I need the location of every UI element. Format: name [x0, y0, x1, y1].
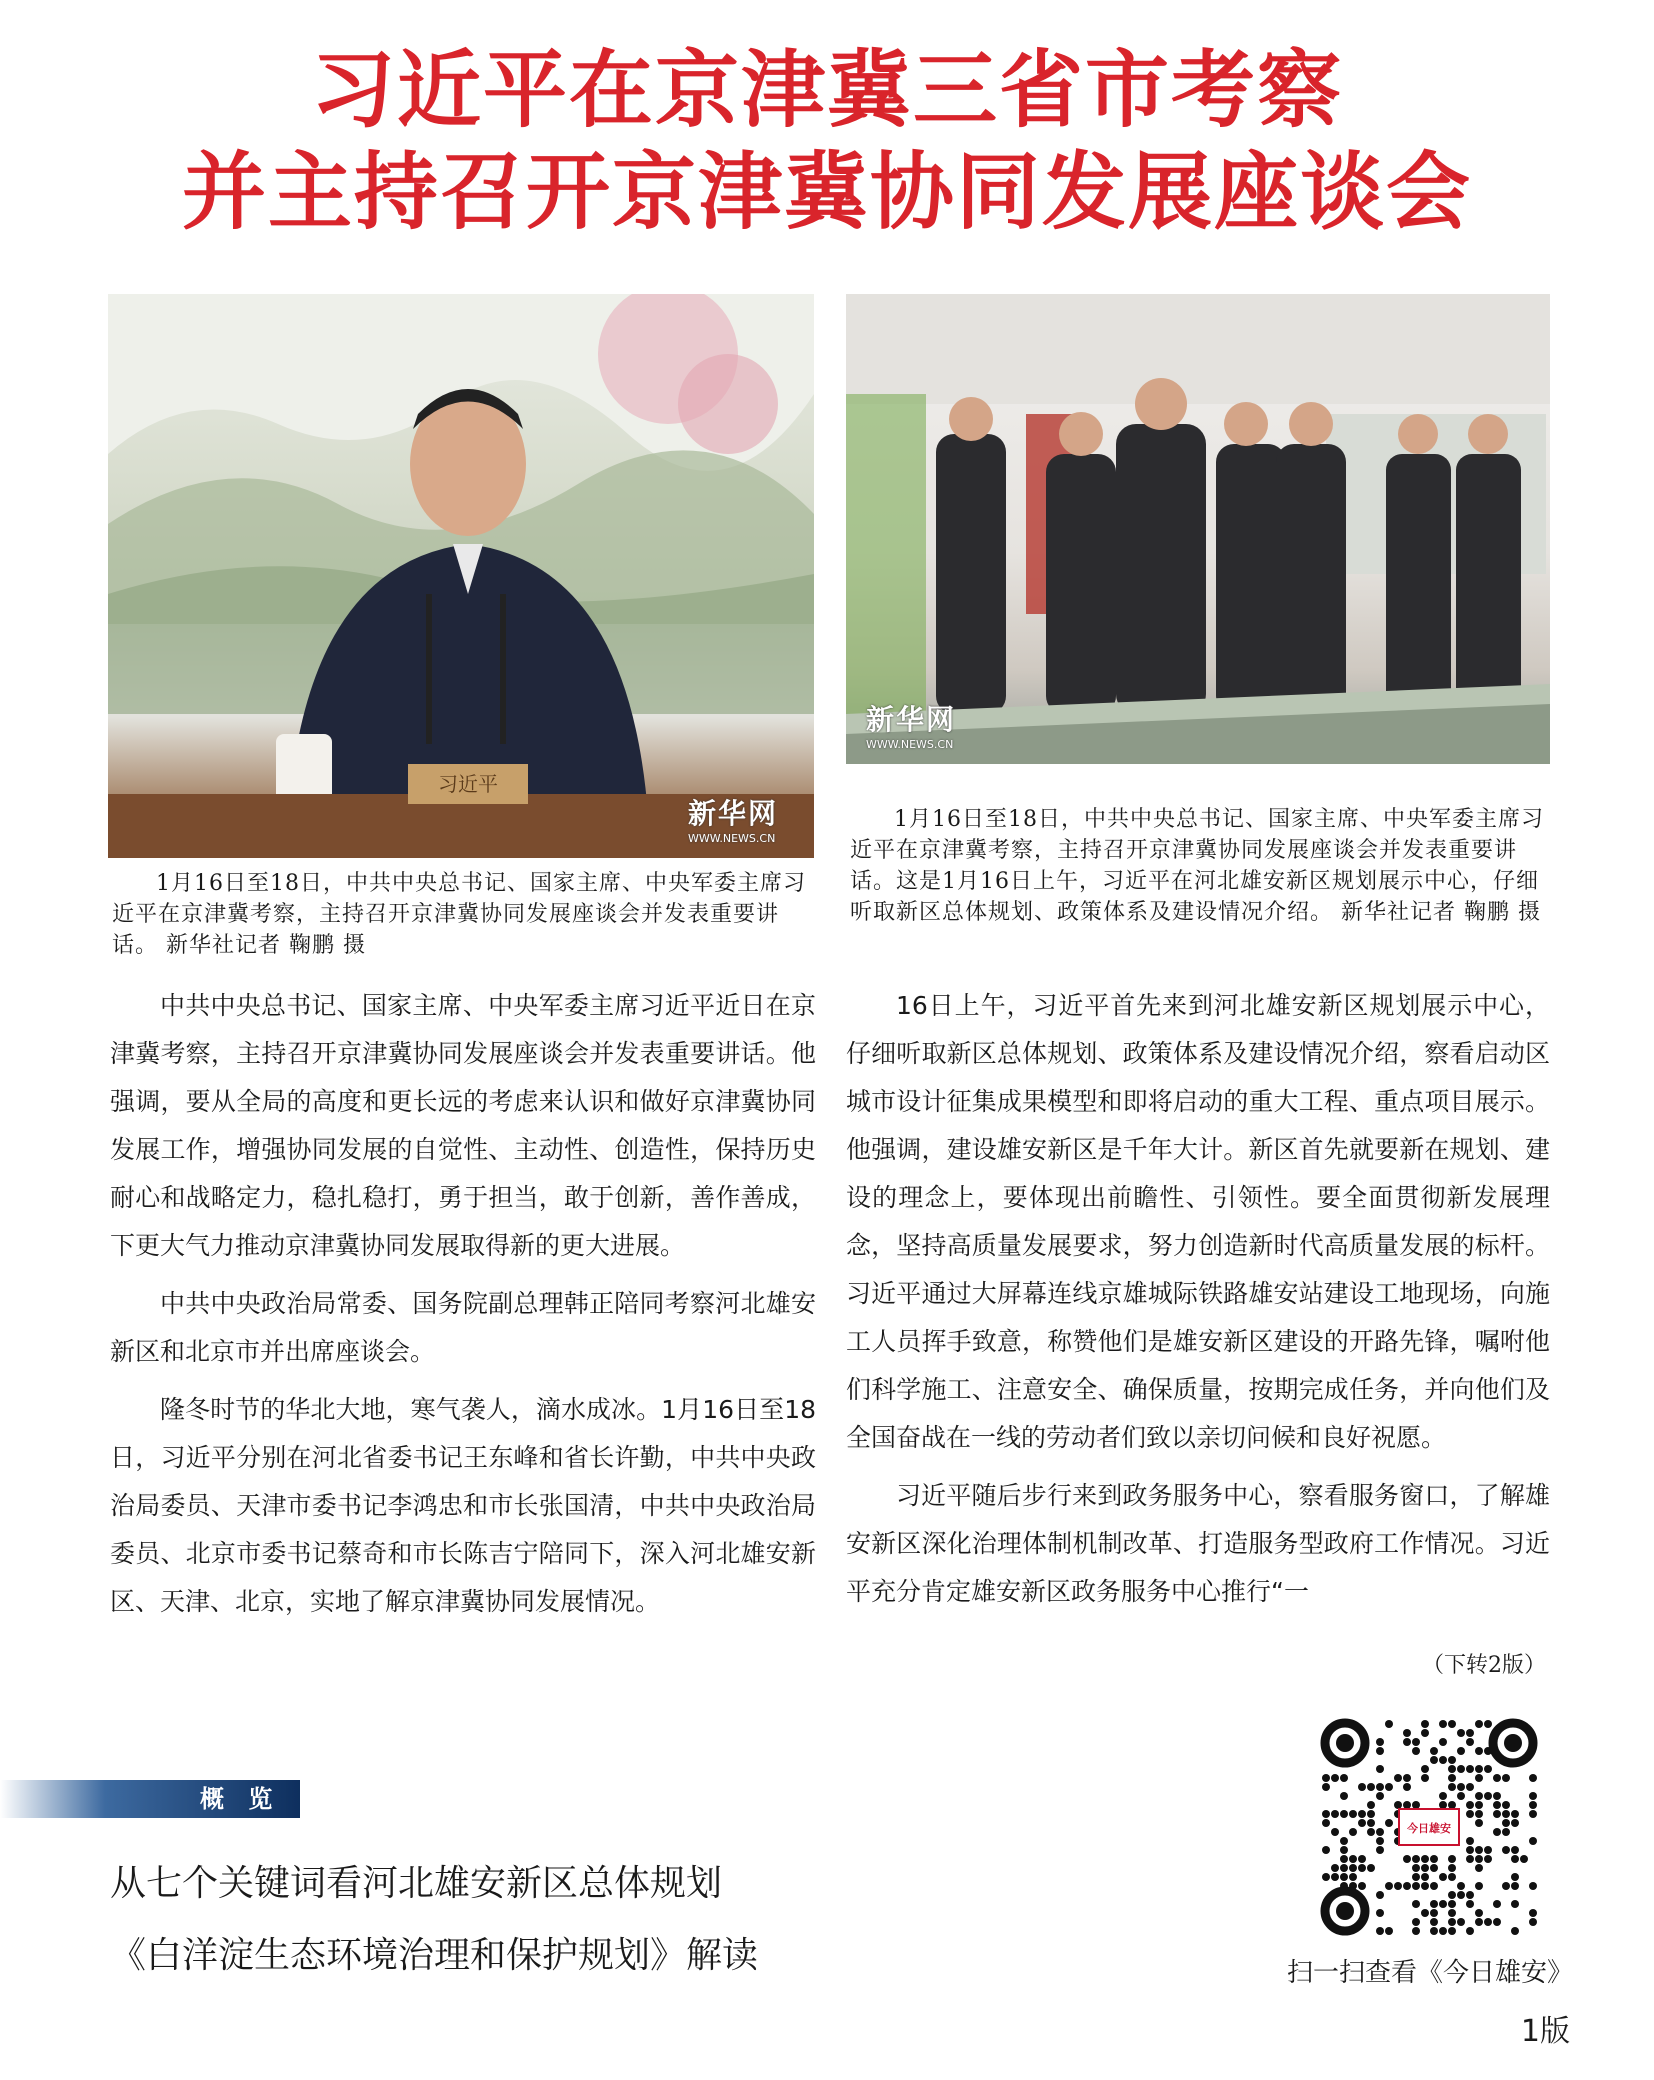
- qr-module: [1484, 1846, 1492, 1854]
- qr-module: [1331, 1774, 1339, 1782]
- qr-module: [1376, 1738, 1384, 1746]
- overview-item-baiyangdian[interactable]: 《白洋淀生态环境治理和保护规划》解读: [110, 1935, 759, 1976]
- qr-module: [1340, 1837, 1348, 1845]
- qr-module: [1466, 1738, 1474, 1746]
- qr-module: [1466, 1837, 1474, 1845]
- qr-module: [1529, 1837, 1537, 1845]
- qr-module: [1430, 1900, 1438, 1908]
- qr-module: [1502, 1828, 1510, 1836]
- qr-module: [1484, 1765, 1492, 1773]
- qr-module: [1403, 1774, 1411, 1782]
- continued-on-page-2: （下转2版）: [1422, 1653, 1546, 1678]
- qr-module: [1529, 1882, 1537, 1890]
- qr-module: [1466, 1783, 1474, 1791]
- page-number: 1版: [1520, 2014, 1570, 2049]
- qr-module: [1493, 1774, 1501, 1782]
- qr-module: [1394, 1882, 1402, 1890]
- qr-module: [1457, 1891, 1465, 1899]
- qr-module: [1412, 1747, 1420, 1755]
- qr-module: [1421, 1882, 1429, 1890]
- qr-module: [1421, 1765, 1429, 1773]
- qr-module: [1439, 1900, 1447, 1908]
- qr-module: [1520, 1855, 1528, 1863]
- qr-module: [1448, 1855, 1456, 1863]
- qr-module: [1475, 1810, 1483, 1818]
- qr-module: [1322, 1873, 1330, 1881]
- qr-module: [1412, 1855, 1420, 1863]
- article-paragraph: 中共中央政治局常委、国务院副总理韩正陪同考察河北雄安新区和北京市并出席座谈会。: [110, 1289, 816, 1366]
- xinhua-watermark-right: [866, 698, 956, 751]
- qr-module: [1448, 1720, 1456, 1728]
- qr-module: [1493, 1900, 1501, 1908]
- headline-line-1: 习近平在京津冀三省市考察: [310, 40, 1343, 139]
- qr-module: [1358, 1855, 1366, 1863]
- qr-module: [1448, 1765, 1456, 1773]
- qr-module: [1340, 1864, 1348, 1872]
- qr-module: [1412, 1900, 1420, 1908]
- article-paragraph: 中共中央总书记、国家主席、中央军委主席习近平近日在京津冀考察，主持召开京津冀协同发展座谈会并发表重要讲话。他强调，要从全局的高度和更长远的考虑来认识和做好京津冀协同发展工作，增强协同发展的自觉性、主动性、创造性，保持历史耐心和战略定力，稳扎稳打，勇于担当，敢于创新，善作善成，下更大气力推动京津冀协同发展取得新的更大进展。: [110, 991, 816, 1260]
- overview-item-planning[interactable]: 从七个关键词看河北雄安新区总体规划: [110, 1863, 723, 1904]
- qr-module: [1457, 1765, 1465, 1773]
- qr-module: [1421, 1729, 1429, 1737]
- qr-module: [1421, 1774, 1429, 1782]
- qr-module: [1331, 1810, 1339, 1818]
- xinhua-logo: 新华网: [688, 797, 779, 830]
- nameplate-text: 习近平: [438, 772, 498, 796]
- qr-module: [1430, 1918, 1438, 1926]
- qr-module: [1448, 1891, 1456, 1899]
- qr-module: [1493, 1810, 1501, 1818]
- qr-module: [1448, 1774, 1456, 1782]
- qr-module: [1475, 1846, 1483, 1854]
- qr-module: [1376, 1909, 1384, 1917]
- photo-speech-illustration: [108, 294, 814, 858]
- qr-module: [1502, 1846, 1510, 1854]
- qr-module: [1421, 1855, 1429, 1863]
- qr-module: [1385, 1720, 1393, 1728]
- qr-module: [1385, 1882, 1393, 1890]
- qr-center-text: 今日雄安: [1407, 1822, 1451, 1835]
- qr-module: [1457, 1882, 1465, 1890]
- qr-module: [1439, 1873, 1447, 1881]
- qr-module: [1376, 1891, 1384, 1899]
- qr-module: [1430, 1864, 1438, 1872]
- qr-module: [1421, 1864, 1429, 1872]
- qr-module: [1376, 1927, 1384, 1935]
- qr-module: [1421, 1873, 1429, 1881]
- qr-module: [1466, 1729, 1474, 1737]
- qr-module: [1484, 1918, 1492, 1926]
- qr-module: [1466, 1927, 1474, 1935]
- qr-caption: 扫一扫查看《今日雄安》: [1286, 1958, 1573, 1988]
- qr-module: [1529, 1792, 1537, 1800]
- qr-module: [1475, 1720, 1483, 1728]
- qr-module: [1466, 1900, 1474, 1908]
- qr-module: [1403, 1738, 1411, 1746]
- qr-module: [1493, 1801, 1501, 1809]
- qr-module: [1412, 1864, 1420, 1872]
- qr-module: [1475, 1864, 1483, 1872]
- qr-module: [1484, 1855, 1492, 1863]
- qr-module: [1511, 1846, 1519, 1854]
- qr-module: [1358, 1819, 1366, 1827]
- qr-module: [1430, 1756, 1438, 1764]
- qr-module: [1412, 1927, 1420, 1935]
- qr-module: [1403, 1729, 1411, 1737]
- qr-module: [1457, 1792, 1465, 1800]
- qr-module: [1376, 1828, 1384, 1836]
- qr-module: [1475, 1819, 1483, 1827]
- qr-module: [1367, 1810, 1375, 1818]
- qr-module: [1385, 1927, 1393, 1935]
- qr-module: [1403, 1882, 1411, 1890]
- qr-module: [1322, 1783, 1330, 1791]
- qr-module: [1358, 1882, 1366, 1890]
- qr-module: [1394, 1774, 1402, 1782]
- qr-module: [1502, 1801, 1510, 1809]
- qr-module: [1376, 1837, 1384, 1845]
- qr-module: [1493, 1828, 1501, 1836]
- qr-module: [1340, 1792, 1348, 1800]
- qr-module: [1331, 1873, 1339, 1881]
- qr-module: [1529, 1774, 1537, 1782]
- qr-module: [1448, 1873, 1456, 1881]
- qr-module: [1349, 1828, 1357, 1836]
- qr-module: [1358, 1864, 1366, 1872]
- qr-module: [1340, 1873, 1348, 1881]
- qr-module: [1475, 1918, 1483, 1926]
- qr-module: [1511, 1819, 1519, 1827]
- qr-code-graphic: [1318, 1716, 1540, 1938]
- qr-module: [1421, 1720, 1429, 1728]
- qr-module: [1457, 1729, 1465, 1737]
- qr-module: [1511, 1927, 1519, 1935]
- qr-module: [1466, 1891, 1474, 1899]
- qr-module: [1502, 1819, 1510, 1827]
- qr-module: [1529, 1801, 1537, 1809]
- qr-module: [1493, 1918, 1501, 1926]
- qr-module: [1439, 1927, 1447, 1935]
- qr-module: [1439, 1738, 1447, 1746]
- qr-module: [1529, 1918, 1537, 1926]
- qr-module: [1376, 1765, 1384, 1773]
- qr-module: [1529, 1810, 1537, 1818]
- qr-module: [1511, 1900, 1519, 1908]
- qr-module: [1403, 1801, 1411, 1809]
- xinhua-watermark: [688, 792, 778, 845]
- photo-speech: [108, 294, 814, 858]
- xinhua-url: WWW.NEWS.CN: [688, 832, 776, 845]
- qr-module: [1403, 1855, 1411, 1863]
- qr-module: [1340, 1774, 1348, 1782]
- qr-module: [1493, 1792, 1501, 1800]
- qr-module: [1349, 1864, 1357, 1872]
- qr-module: [1448, 1801, 1456, 1809]
- qr-module: [1448, 1900, 1456, 1908]
- headline-line-2: 并主持召开京津冀协同发展座谈会: [181, 142, 1472, 241]
- qr-module: [1475, 1801, 1483, 1809]
- article-paragraph: 习近平随后步行来到政务服务中心，察看服务窗口，了解雄安新区深化治理体制机制改革、打造服务型政府工作情况。习近平充分肯定雄安新区政务服务中心推行“一: [846, 1481, 1550, 1606]
- photo-caption-left: 1月16日至18日，中共中央总书记、国家主席、中央军委主席习近平在京津冀考察，主持召开京津冀协同发展座谈会并发表重要讲话。 新华社记者 鞠鹏 摄: [112, 871, 806, 958]
- qr-module: [1466, 1810, 1474, 1818]
- qr-module: [1394, 1801, 1402, 1809]
- qr-module: [1457, 1918, 1465, 1926]
- qr-module: [1358, 1783, 1366, 1791]
- qr-module: [1466, 1801, 1474, 1809]
- article-paragraph: 隆冬时节的华北大地，寒气袭人，滴水成冰。1月16日至18日，习近平分别在河北省委书记王东峰和省长许勤，中共中央政治局委员、天津市委书记李鸿忠和市长张国清，中共中央政治局委员、北京市委书记蔡奇和市长陈吉宁陪同下，深入河北雄安新区、天津、北京，实地了解京津冀协同发展情况。: [110, 1395, 816, 1616]
- qr-module: [1439, 1756, 1447, 1764]
- qr-module: [1439, 1792, 1447, 1800]
- qr-module: [1367, 1828, 1375, 1836]
- qr-module: [1367, 1819, 1375, 1827]
- qr-module: [1322, 1774, 1330, 1782]
- qr-module: [1475, 1909, 1483, 1917]
- qr-module: [1466, 1855, 1474, 1863]
- qr-module: [1358, 1810, 1366, 1818]
- qr-module: [1403, 1783, 1411, 1791]
- article-column-right: [846, 982, 1550, 1626]
- qr-module: [1484, 1720, 1492, 1728]
- qr-module: [1322, 1846, 1330, 1854]
- qr-module: [1511, 1810, 1519, 1818]
- qr-module: [1502, 1810, 1510, 1818]
- qr-module: [1430, 1909, 1438, 1917]
- qr-module: [1439, 1720, 1447, 1728]
- qr-module: [1412, 1882, 1420, 1890]
- qr-module: [1331, 1864, 1339, 1872]
- qr-module: [1412, 1873, 1420, 1881]
- qr-module: [1448, 1756, 1456, 1764]
- qr-module: [1430, 1855, 1438, 1863]
- qr-module: [1430, 1882, 1438, 1890]
- qr-module: [1529, 1909, 1537, 1917]
- xinhua-url-right: WWW.NEWS.CN: [866, 738, 954, 751]
- qr-module: [1367, 1783, 1375, 1791]
- qr-module: [1385, 1783, 1393, 1791]
- qr-module: [1448, 1927, 1456, 1935]
- qr-module: [1466, 1765, 1474, 1773]
- qr-module: [1367, 1864, 1375, 1872]
- qr-module: [1412, 1918, 1420, 1926]
- qr-module: [1376, 1747, 1384, 1755]
- qr-module: [1349, 1855, 1357, 1863]
- qr-module: [1457, 1747, 1465, 1755]
- qr-module: [1502, 1882, 1510, 1890]
- qr-module: [1475, 1774, 1483, 1782]
- qr-module: [1430, 1927, 1438, 1935]
- qr-module: [1475, 1747, 1483, 1755]
- qr-code[interactable]: [1318, 1716, 1540, 1938]
- qr-module: [1448, 1783, 1456, 1791]
- qr-module: [1367, 1801, 1375, 1809]
- qr-module: [1430, 1747, 1438, 1755]
- qr-module: [1322, 1810, 1330, 1818]
- qr-module: [1340, 1810, 1348, 1818]
- qr-module: [1376, 1792, 1384, 1800]
- qr-module: [1448, 1918, 1456, 1926]
- qr-module: [1466, 1846, 1474, 1854]
- qr-module: [1376, 1783, 1384, 1791]
- qr-module: [1448, 1909, 1456, 1917]
- xinhua-logo-right: 新华网: [866, 703, 957, 736]
- qr-module: [1439, 1801, 1447, 1809]
- qr-module: [1340, 1846, 1348, 1854]
- qr-module: [1511, 1873, 1519, 1881]
- qr-module: [1349, 1810, 1357, 1818]
- qr-module: [1412, 1801, 1420, 1809]
- qr-module: [1412, 1738, 1420, 1746]
- qr-module: [1340, 1855, 1348, 1863]
- qr-module: [1511, 1882, 1519, 1890]
- qr-module: [1475, 1765, 1483, 1773]
- qr-module: [1421, 1909, 1429, 1917]
- qr-module: [1376, 1846, 1384, 1854]
- photo-caption-right: 1月16日至18日，中共中央总书记、国家主席、中央军委主席习近平在京津冀考察，主持召开京津冀协同发展座谈会并发表重要讲话。这是1月16日上午，习近平在河北雄安新区规划展示中心，仔细听取新区总体规划、政策体系及建设情况介绍。 新华社记者 鞠鹏 摄: [850, 807, 1544, 925]
- qr-module: [1484, 1792, 1492, 1800]
- article-paragraph: 16日上午，习近平首先来到河北雄安新区规划展示中心，仔细听取新区总体规划、政策体系及建设情况介绍，察看启动区城市设计征集成果模型和即将启动的重大工程、重点项目展示。他强调，建设雄安新区是千年大计。新区首先就要新在规划、建设的理念上，要体现出前瞻性、引领性。要全面贯彻新发展理念，坚持高质量发展要求，努力创造新时代高质量发展的标杆。习近平通过大屏幕连线京雄城际铁路雄安站建设工地现场，向施工人员挥手致意，称赞他们是雄安新区建设的开路先锋，嘱咐他们科学施工、注意安全、确保质量，按期完成任务，并向他们及全国奋战在一线的劳动者们致以亲切问候和良好祝愿。: [846, 991, 1550, 1452]
- qr-module: [1475, 1792, 1483, 1800]
- qr-module: [1331, 1828, 1339, 1836]
- qr-module: [1511, 1855, 1519, 1863]
- qr-module: [1475, 1882, 1483, 1890]
- qr-module: [1322, 1819, 1330, 1827]
- overview-label: 概 览: [200, 1785, 281, 1813]
- photo-exhibition-illustration: [846, 294, 1550, 764]
- photo-exhibition: [846, 294, 1550, 764]
- qr-module: [1475, 1855, 1483, 1863]
- qr-module: [1448, 1864, 1456, 1872]
- qr-module: [1349, 1873, 1357, 1881]
- qr-module: [1457, 1783, 1465, 1791]
- article-column-left: [110, 982, 816, 1636]
- qr-module: [1502, 1774, 1510, 1782]
- qr-module: [1385, 1819, 1393, 1827]
